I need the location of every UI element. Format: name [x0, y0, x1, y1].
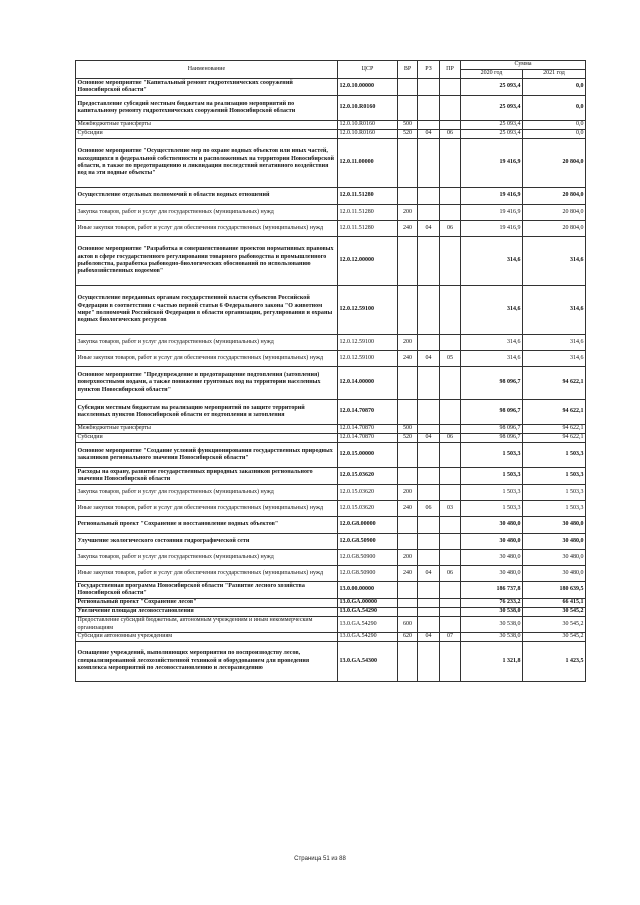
row-pr [440, 367, 461, 400]
row-rz: 04 [418, 221, 440, 237]
row-name: Предоставление субсидий местным бюджетам на реализацию мероприятий по капитальному ремонту гидротехнических сооружений Новосибирской области [76, 96, 338, 121]
row-sum-2021: 94 622,1 [523, 434, 586, 443]
row-sum-2021: 94 622,1 [523, 400, 586, 425]
row-sum-2020: 30 480,0 [461, 566, 523, 582]
row-rz [418, 443, 440, 468]
row-csr: 12.0.G8.50900 [338, 534, 398, 550]
row-vr [398, 96, 418, 121]
row-rz [418, 517, 440, 534]
row-sum-2020: 98 096,7 [461, 400, 523, 425]
row-csr: 12.0.14.70870 [338, 434, 398, 443]
row-pr [440, 599, 461, 608]
row-name: Закупка товаров, работ и услуг для государственных (муниципальных) нужд [76, 335, 338, 351]
row-rz [418, 642, 440, 682]
row-csr: 12.0.10.R0160 [338, 96, 398, 121]
row-name: Улучшение экологического состояния гидрографической сети [76, 534, 338, 550]
row-name: Основное мероприятие "Разработка и совершенствование проектов нормативных правовых актов в сфере государственного регулирования товарного рыбоводства и промышленного рыболовства, разработка рыбоводно-биологических обоснований по использованию рыбохозяйственных водоемов" [76, 237, 338, 286]
row-pr [440, 534, 461, 550]
row-vr [398, 468, 418, 485]
table-row [76, 425, 586, 434]
row-pr [440, 335, 461, 351]
row-sum-2021: 314,6 [523, 286, 586, 335]
table-row [76, 367, 586, 400]
row-vr: 200 [398, 205, 418, 221]
row-pr [440, 96, 461, 121]
row-name: Субсидии местным бюджетам на реализацию мероприятий по защите территорий населенных пунктов Новосибирской области от подтопления и затопления [76, 400, 338, 425]
row-csr: 12.0.14.70870 [338, 425, 398, 434]
table-row [76, 443, 586, 468]
row-pr [440, 188, 461, 205]
row-pr: 06 [440, 130, 461, 139]
header-pr: ПР [440, 61, 461, 79]
row-name: Иные закупки товаров, работ и услуг для обеспечения государственных (муниципальных) нужд [76, 221, 338, 237]
row-sum-2021: 30 545,2 [523, 608, 586, 617]
row-sum-2020: 1 503,3 [461, 485, 523, 501]
row-sum-2021: 1 423,5 [523, 642, 586, 682]
row-csr: 12.0.10.00000 [338, 79, 398, 96]
row-sum-2021: 314,6 [523, 335, 586, 351]
row-rz [418, 425, 440, 434]
header-year-2021: 2021 год [523, 70, 586, 79]
row-name: Иные закупки товаров, работ и услуг для обеспечения государственных (муниципальных) нужд [76, 351, 338, 367]
row-pr: 05 [440, 351, 461, 367]
row-pr [440, 425, 461, 434]
row-vr [398, 286, 418, 335]
row-vr [398, 534, 418, 550]
table-row [76, 121, 586, 130]
row-name: Субсидии автономным учреждениям [76, 633, 338, 642]
row-sum-2020: 98 096,7 [461, 367, 523, 400]
row-csr: 12.0.15.03620 [338, 485, 398, 501]
row-sum-2021: 20 804,0 [523, 188, 586, 205]
row-pr [440, 468, 461, 485]
row-rz [418, 534, 440, 550]
budget-table [75, 60, 586, 682]
row-sum-2021: 1 503,3 [523, 468, 586, 485]
row-csr: 12.0.14.70870 [338, 400, 398, 425]
row-name: Закупка товаров, работ и услуг для государственных (муниципальных) нужд [76, 550, 338, 566]
row-vr [398, 608, 418, 617]
page-footer: Страница 51 из 88 [294, 856, 346, 862]
row-csr: 13.0.GA.54290 [338, 633, 398, 642]
row-sum-2020: 25 093,4 [461, 79, 523, 96]
table-row [76, 237, 586, 286]
row-sum-2020: 19 416,9 [461, 221, 523, 237]
row-rz: 04 [418, 566, 440, 582]
row-rz: 04 [418, 130, 440, 139]
row-sum-2021: 0,0 [523, 130, 586, 139]
row-csr: 13.0.GA.00000 [338, 599, 398, 608]
row-csr: 12.0.12.59100 [338, 335, 398, 351]
row-rz [418, 599, 440, 608]
row-rz [418, 139, 440, 188]
row-sum-2021: 1 503,3 [523, 485, 586, 501]
row-csr: 13.0.GA.54300 [338, 642, 398, 682]
row-vr: 200 [398, 550, 418, 566]
row-pr [440, 139, 461, 188]
row-name: Государственная программа Новосибирской области "Развитие лесного хозяйства Новосибирской области" [76, 582, 338, 599]
row-sum-2020: 314,6 [461, 335, 523, 351]
row-vr: 600 [398, 617, 418, 633]
row-sum-2020: 76 233,2 [461, 599, 523, 608]
row-sum-2021: 1 503,3 [523, 501, 586, 517]
row-csr: 12.0.12.59100 [338, 351, 398, 367]
row-csr: 13.0.GA.54290 [338, 617, 398, 633]
table-row [76, 96, 586, 121]
row-name: Увеличение площади лесовосстановления [76, 608, 338, 617]
table-row [76, 501, 586, 517]
row-name: Субсидии [76, 130, 338, 139]
row-name: Закупка товаров, работ и услуг для государственных (муниципальных) нужд [76, 485, 338, 501]
row-rz [418, 550, 440, 566]
row-pr [440, 485, 461, 501]
row-vr: 240 [398, 566, 418, 582]
row-name: Межбюджетные трансферты [76, 425, 338, 434]
row-vr: 240 [398, 221, 418, 237]
row-csr: 12.0.12.00000 [338, 237, 398, 286]
row-name: Субсидии [76, 434, 338, 443]
row-name: Основное мероприятие "Предупреждение и предотвращение подтопления (затопления) поверхностными водами, а также понижение грунтовых вод на территории населенных пунктов Новосибирской области" [76, 367, 338, 400]
row-sum-2020: 25 093,4 [461, 121, 523, 130]
row-sum-2020: 30 538,0 [461, 617, 523, 633]
row-sum-2020: 1 503,3 [461, 501, 523, 517]
row-name: Региональный проект "Сохранение лесов" [76, 599, 338, 608]
row-sum-2021: 30 545,2 [523, 617, 586, 633]
row-csr: 12.0.15.03620 [338, 468, 398, 485]
table-row [76, 617, 586, 633]
row-sum-2021: 20 804,0 [523, 139, 586, 188]
row-name: Осуществление переданных органам государственной власти субъектов Российской Федерации в соответствии с частью первой статьи 6 Федерального закона "О животном мире" полномочий Российской Федерации в области организации, регулирования и охраны водных биологических ресурсов [76, 286, 338, 335]
table-row [76, 550, 586, 566]
row-csr: 12.0.G8.50900 [338, 550, 398, 566]
row-sum-2020: 98 096,7 [461, 434, 523, 443]
row-sum-2020: 30 538,0 [461, 633, 523, 642]
row-pr [440, 642, 461, 682]
row-rz [418, 582, 440, 599]
table-row [76, 468, 586, 485]
budget-table-page [75, 60, 585, 682]
row-pr [440, 286, 461, 335]
row-csr: 12.0.15.03620 [338, 501, 398, 517]
row-rz: 04 [418, 351, 440, 367]
row-vr [398, 517, 418, 534]
table-row [76, 79, 586, 96]
row-csr: 13.0.00.00000 [338, 582, 398, 599]
row-pr [440, 550, 461, 566]
row-sum-2021: 1 503,3 [523, 443, 586, 468]
row-sum-2020: 19 416,9 [461, 205, 523, 221]
row-pr [440, 582, 461, 599]
header-year-2020: 2020 год [461, 70, 523, 79]
row-sum-2020: 25 093,4 [461, 96, 523, 121]
row-csr: 12.0.11.51280 [338, 188, 398, 205]
row-vr: 520 [398, 434, 418, 443]
row-sum-2021: 0,0 [523, 79, 586, 96]
row-sum-2020: 1 503,3 [461, 443, 523, 468]
row-vr [398, 237, 418, 286]
row-rz [418, 335, 440, 351]
row-pr [440, 400, 461, 425]
row-sum-2021: 0,0 [523, 121, 586, 130]
table-row [76, 351, 586, 367]
row-sum-2021: 20 804,0 [523, 205, 586, 221]
row-csr: 12.0.10.R0160 [338, 121, 398, 130]
table-row [76, 188, 586, 205]
row-rz: 04 [418, 633, 440, 642]
row-name: Иные закупки товаров, работ и услуг для обеспечения государственных (муниципальных) нужд [76, 501, 338, 517]
row-sum-2021: 20 804,0 [523, 221, 586, 237]
header-csr: ЦСР [338, 61, 398, 79]
table-row [76, 608, 586, 617]
row-sum-2021: 180 639,5 [523, 582, 586, 599]
row-rz [418, 485, 440, 501]
row-rz [418, 608, 440, 617]
row-sum-2020: 1 503,3 [461, 468, 523, 485]
row-rz [418, 121, 440, 130]
table-row [76, 139, 586, 188]
row-vr: 240 [398, 351, 418, 367]
table-row [76, 534, 586, 550]
row-vr [398, 400, 418, 425]
row-sum-2020: 25 093,4 [461, 130, 523, 139]
row-name: Расходы на охрану, развитие государственных природных заказников регионального значения Новосибирской области [76, 468, 338, 485]
row-rz [418, 617, 440, 633]
row-csr: 12.0.G8.50900 [338, 566, 398, 582]
row-sum-2020: 30 538,0 [461, 608, 523, 617]
row-csr: 12.0.10.R0160 [338, 130, 398, 139]
table-row [76, 485, 586, 501]
row-sum-2020: 314,6 [461, 351, 523, 367]
header-name: Наименование [76, 61, 338, 79]
row-pr [440, 617, 461, 633]
row-pr [440, 608, 461, 617]
table-row [76, 434, 586, 443]
row-sum-2020: 1 321,8 [461, 642, 523, 682]
row-sum-2020: 19 416,9 [461, 188, 523, 205]
row-pr: 07 [440, 633, 461, 642]
row-csr: 12.0.14.00000 [338, 367, 398, 400]
row-vr: 620 [398, 633, 418, 642]
row-sum-2021: 314,6 [523, 237, 586, 286]
row-vr [398, 367, 418, 400]
row-name: Предоставление субсидий бюджетным, автономным учреждениям и иным некоммерческим организациям [76, 617, 338, 633]
row-pr: 06 [440, 566, 461, 582]
row-vr [398, 188, 418, 205]
row-vr: 500 [398, 121, 418, 130]
table-row [76, 335, 586, 351]
table-row [76, 633, 586, 642]
table-row [76, 582, 586, 599]
row-vr: 520 [398, 130, 418, 139]
row-csr: 13.0.GA.54290 [338, 608, 398, 617]
row-csr: 12.0.G8.00000 [338, 517, 398, 534]
row-name: Иные закупки товаров, работ и услуг для обеспечения государственных (муниципальных) нужд [76, 566, 338, 582]
row-vr [398, 443, 418, 468]
row-rz: 06 [418, 501, 440, 517]
row-csr: 12.0.11.51280 [338, 221, 398, 237]
row-sum-2020: 314,6 [461, 237, 523, 286]
row-sum-2021: 30 545,2 [523, 633, 586, 642]
row-vr [398, 79, 418, 96]
row-name: Основное мероприятие "Капитальный ремонт гидротехнических сооружений Новосибирской области" [76, 79, 338, 96]
row-vr [398, 582, 418, 599]
row-sum-2020: 19 416,9 [461, 139, 523, 188]
table-row [76, 400, 586, 425]
table-row [76, 130, 586, 139]
row-rz [418, 286, 440, 335]
table-body [76, 79, 586, 682]
row-name: Закупка товаров, работ и услуг для государственных (муниципальных) нужд [76, 205, 338, 221]
row-vr: 200 [398, 335, 418, 351]
row-csr: 12.0.15.00000 [338, 443, 398, 468]
table-row [76, 566, 586, 582]
row-rz [418, 367, 440, 400]
table-row [76, 599, 586, 608]
row-vr: 240 [398, 501, 418, 517]
row-csr: 12.0.12.59100 [338, 286, 398, 335]
row-name: Оснащение учреждений, выполняющих мероприятия по воспроизводству лесов, специализированной лесохозяйственной техникой и оборудованием для проведения комплекса мероприятий по лесовосстановлению и лесоразведению [76, 642, 338, 682]
row-sum-2020: 30 480,0 [461, 550, 523, 566]
row-pr: 06 [440, 221, 461, 237]
row-rz [418, 79, 440, 96]
row-rz: 04 [418, 434, 440, 443]
row-rz [418, 237, 440, 286]
row-name: Основное мероприятие "Создание условий функционирования государственных природных заказников регионального значения Новосибирской области" [76, 443, 338, 468]
row-sum-2021: 30 480,0 [523, 550, 586, 566]
table-row [76, 642, 586, 682]
row-sum-2020: 186 737,8 [461, 582, 523, 599]
row-sum-2021: 94 622,1 [523, 425, 586, 434]
row-pr [440, 121, 461, 130]
row-sum-2021: 30 480,0 [523, 566, 586, 582]
header-rz: РЗ [418, 61, 440, 79]
row-vr [398, 139, 418, 188]
table-row [76, 221, 586, 237]
row-vr: 500 [398, 425, 418, 434]
row-name: Основное мероприятие "Осуществление мер по охране водных объектов или иных частей, находящихся в федеральной собственности и расположенных на территории Новосибирской области, в также по предотвращению и ликвидации последствий негативного воздействия вод на эти водные объекты" [76, 139, 338, 188]
row-sum-2021: 30 480,0 [523, 534, 586, 550]
row-pr [440, 79, 461, 96]
row-sum-2020: 98 096,7 [461, 425, 523, 434]
row-pr: 06 [440, 434, 461, 443]
row-sum-2020: 30 480,0 [461, 534, 523, 550]
row-rz [418, 468, 440, 485]
row-sum-2020: 314,6 [461, 286, 523, 335]
header-vr: ВР [398, 61, 418, 79]
row-pr [440, 205, 461, 221]
row-vr [398, 642, 418, 682]
table-row [76, 286, 586, 335]
table-row [76, 205, 586, 221]
row-sum-2020: 30 480,0 [461, 517, 523, 534]
row-pr [440, 517, 461, 534]
row-csr: 12.0.11.00000 [338, 139, 398, 188]
row-csr: 12.0.11.51280 [338, 205, 398, 221]
row-sum-2021: 66 415,1 [523, 599, 586, 608]
row-vr [398, 599, 418, 608]
row-pr [440, 237, 461, 286]
row-pr: 03 [440, 501, 461, 517]
row-sum-2021: 30 480,0 [523, 517, 586, 534]
row-sum-2021: 314,6 [523, 351, 586, 367]
row-name: Межбюджетные трансферты [76, 121, 338, 130]
row-name: Осуществление отдельных полномочий в области водных отношений [76, 188, 338, 205]
row-sum-2021: 94 622,1 [523, 367, 586, 400]
header-sum: Сумма [461, 61, 586, 70]
row-rz [418, 205, 440, 221]
row-rz [418, 188, 440, 205]
row-pr [440, 443, 461, 468]
row-sum-2021: 0,0 [523, 96, 586, 121]
table-row [76, 517, 586, 534]
row-rz [418, 96, 440, 121]
row-rz [418, 400, 440, 425]
row-name: Региональный проект "Сохранение и восстановление водных объектов" [76, 517, 338, 534]
row-vr: 200 [398, 485, 418, 501]
